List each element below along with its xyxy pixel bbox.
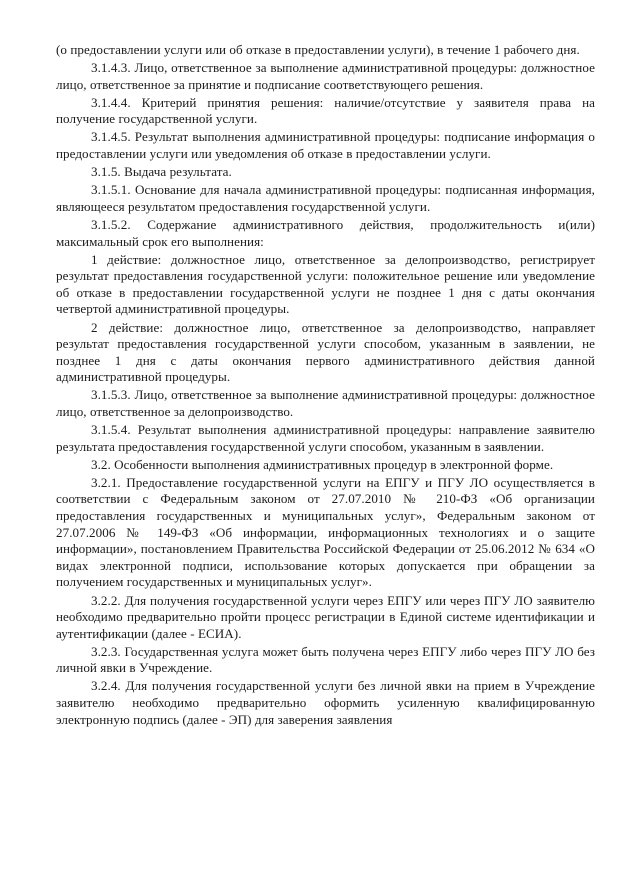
paragraph-3-1-5: 3.1.5. Выдача результата. bbox=[91, 164, 232, 180]
paragraph-3-1-5-2: 3.1.5.2. Содержание административного действия, продолжительность и(или) максимальный срок его выполнения: bbox=[56, 216, 595, 249]
paragraph-3-2-2: 3.2.2. Для получения государственной услуги через ЕПГУ или через ПГУ ЛО заявителю необходимо предварительно пройти процесс регистрации в Единой системе идентификации и аутентификации (далее - ЕСИА). bbox=[56, 592, 595, 641]
paragraph-3-2: 3.2. Особенности выполнения административных процедур в электронной форме. bbox=[91, 456, 554, 472]
paragraph-3-2-3: 3.2.3. Государственная услуга может быть получена через ЕПГУ либо через ПГУ ЛО без личной явки в Учреждение. bbox=[56, 643, 595, 676]
paragraph-3-1-5-3: 3.1.5.3. Лицо, ответственное за выполнение административной процедуры: должностное лицо, ответственное за делопроизводство. bbox=[56, 387, 595, 419]
paragraph-3-1-4-4: 3.1.4.4. Критерий принятия решения: наличие/отсутствие у заявителя права на получение государственной услуги. bbox=[56, 94, 595, 127]
paragraph-3-2-4: 3.2.4. Для получения государственной услуги без личной явки на прием в Учреждение заявителю необходимо предварительно оформить усиленную квалифицированную электронную подпись (далее - ЭП) для заверения заявления bbox=[56, 678, 595, 727]
paragraph-3-1-5-4: 3.1.5.4. Результат выполнения административной процедуры: направление заявителю результата предоставления государственной услуги способом, указанным в заявлении. bbox=[56, 422, 595, 454]
paragraph-3-2-1: 3.2.1. Предоставление государственной услуги на ЕПГУ и ПГУ ЛО осуществляется в соответствии с Федеральным законом от 27.07.2010 № 210-ФЗ «Об организации предоставления государственных и муниципальных услуг», Федеральным законом от 27.07.2006 № 149-ФЗ «Об информации, информационных технологиях и о защите информации», постановлением Правительства Российской Федерации от 25.06.2012 № 634 «О видах электронной подписи, использование которых допускается при обращении за получением государственных и муниципальных услуг». bbox=[56, 474, 595, 590]
paragraph-3-1-4-3: 3.1.4.3. Лицо, ответственное за выполнение административной процедуры: должностное лицо, ответственное за принятие и подписание соответствующего решения. bbox=[56, 60, 595, 92]
paragraph-continuation: (о предоставлении услуги или об отказе в предоставлении услуги), в течение 1 рабочего дня. bbox=[56, 42, 580, 57]
paragraph-3-1-4-5: 3.1.4.5. Результат выполнения административной процедуры: подписание информация о предоставлении услуги или уведомления об отказе в предоставлении услуги. bbox=[56, 129, 595, 162]
paragraph-action-1: 1 действие: должностное лицо, ответственное за делопроизводство, регистрирует результат предоставления государственной услуги: положительное решение или уведомление об отказе в предоставлении государственной услуги не позднее 1 дня с даты окончания четвертой административной процедуры. bbox=[56, 251, 595, 317]
paragraph-3-1-5-1: 3.1.5.1. Основание для начала административной процедуры: подписанная информация, являющееся результатом предоставления государственной услуги. bbox=[56, 182, 595, 214]
paragraph-action-2: 2 действие: должностное лицо, ответственное за делопроизводство, направляет результат предоставления государственной услуги способом, указанным в заявлении, не позднее 1 дня с даты окончания первого административного действия данной административной процедуры. bbox=[56, 319, 595, 385]
